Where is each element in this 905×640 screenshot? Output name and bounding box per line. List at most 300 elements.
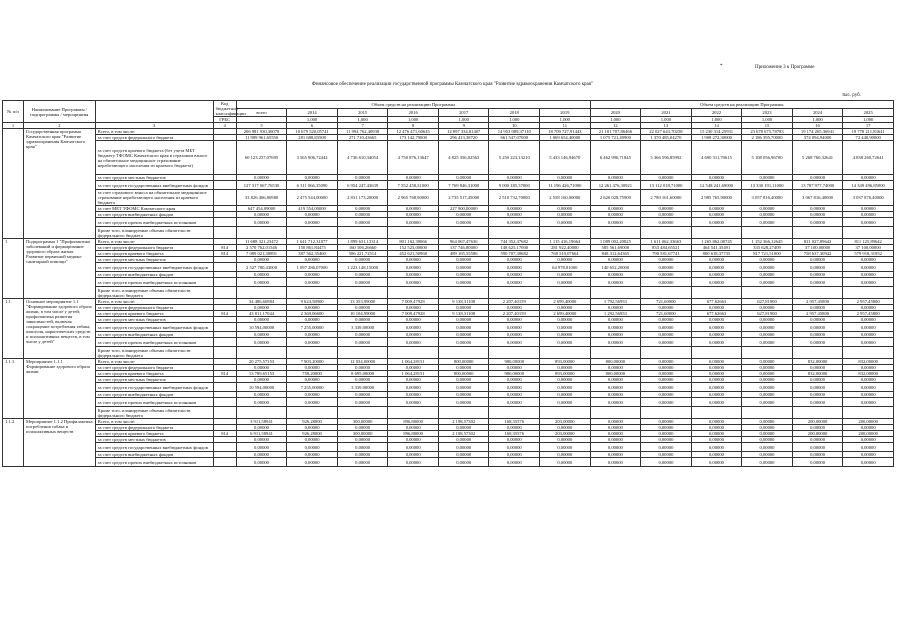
row-year-value: 0,00000 bbox=[843, 206, 894, 212]
row-program-name: Основное мероприятие 1.1 "Формирование здорового образа жизни, в том числе у детей; профилактика развития зависимостей, включая сокращение потребления табака, алкоголя, наркотических средств и психоактивных веществ, в том числе у детей" bbox=[24, 299, 96, 359]
row-year-value: 0,00000 bbox=[489, 392, 540, 398]
row-year-value: 150 861,84475 bbox=[287, 245, 338, 251]
row-year-value: 0,00000 bbox=[843, 212, 894, 218]
row-year-value: 0,00000 bbox=[792, 443, 843, 452]
row-year-value: 0,00000 bbox=[792, 383, 843, 392]
row-year-value: 9 138,31108 bbox=[438, 299, 489, 305]
row-year-value: 0,00000 bbox=[388, 425, 439, 431]
row-year-value: 7 255,00000 bbox=[287, 383, 338, 392]
row-year-value: 768 519,07664 bbox=[540, 251, 591, 257]
row-year-value: 0,00000 bbox=[641, 437, 692, 443]
row-year-value: 0,00000 bbox=[641, 365, 692, 371]
row-year-value: 37 100,00000 bbox=[843, 245, 894, 251]
row-number: 1.1. bbox=[3, 299, 24, 359]
row-year-value: 0,00000 bbox=[792, 365, 843, 371]
row-year-value: 0,00000 bbox=[337, 437, 388, 443]
row-year-value bbox=[540, 287, 591, 299]
row-year-value: 0,00000 bbox=[742, 425, 793, 431]
row-year-value: 0,00000 bbox=[792, 452, 843, 458]
row-year-value: 1 152 366,12645 bbox=[742, 239, 793, 245]
row-year-value: 0,00000 bbox=[792, 392, 843, 398]
row-year-value: 19 174 265,36941 bbox=[792, 129, 843, 135]
row-year-value: 0,00000 bbox=[691, 377, 742, 383]
row-year-value: 0,00000 bbox=[337, 425, 388, 431]
row-total-value: 2 570 762,01546 bbox=[236, 245, 287, 251]
row-total-value: 0,00000 bbox=[236, 175, 287, 181]
row-year-value: 0,00000 bbox=[691, 398, 742, 407]
row-year-value: 0,00000 bbox=[438, 317, 489, 323]
col-year: 2015 bbox=[337, 109, 388, 117]
row-year-value: 721,60000 bbox=[641, 299, 692, 305]
row-year-value: 0,00000 bbox=[590, 206, 641, 212]
row-year-value: 0,00000 bbox=[641, 383, 692, 392]
row-year-value: 452 621,50968 bbox=[388, 251, 439, 257]
row-funding-source: за счет средств краевого бюджета bbox=[95, 371, 213, 377]
row-year-value: 0,00000 bbox=[691, 371, 742, 377]
row-year-value: 0,00000 bbox=[590, 419, 641, 425]
row-year-value: 0,00000 bbox=[540, 206, 591, 212]
table-row bbox=[3, 338, 894, 347]
row-number: 1.1.2. bbox=[3, 419, 24, 467]
row-year-value: 926,28000 bbox=[287, 431, 338, 437]
row-year-value: 0,00000 bbox=[691, 383, 742, 392]
row-year-value: 848 312,64365 bbox=[590, 251, 641, 257]
row-year-value: 3 057 816,40000 bbox=[742, 190, 793, 206]
row-total-value: 0,00000 bbox=[236, 365, 287, 371]
row-total-value: 0,00000 bbox=[236, 305, 287, 311]
row-year-value bbox=[489, 347, 540, 359]
row-year-value: 0,00000 bbox=[438, 365, 489, 371]
row-total-value: 20 275,57153 bbox=[236, 359, 287, 365]
row-year-value: 1 223 148,15000 bbox=[337, 263, 388, 272]
row-year-value: 0,00000 bbox=[388, 392, 439, 398]
row-year-value: 0,00000 bbox=[843, 338, 894, 347]
row-funding-source: за счет средств местных бюджетов bbox=[95, 175, 213, 181]
row-year-value: 0,00000 bbox=[641, 257, 692, 263]
row-year-value: 8 695,00000 bbox=[337, 371, 388, 377]
table-row bbox=[3, 181, 894, 190]
row-year-value: 0,00000 bbox=[792, 323, 843, 332]
row-funding-source: Всего, в том числе: bbox=[95, 299, 213, 305]
row-year-value bbox=[287, 227, 338, 239]
row-funding-source: за счет МБТ ТФОМС Камчатского края bbox=[95, 206, 213, 212]
row-funding-source: Всего, в том числе: bbox=[95, 359, 213, 365]
row-year-value: 0,00000 bbox=[337, 257, 388, 263]
row-year-value: 0,00000 bbox=[792, 317, 843, 323]
row-grbs bbox=[213, 338, 236, 347]
row-year-value bbox=[792, 407, 843, 419]
row-year-value: 10 679 520,05741 bbox=[287, 129, 338, 135]
row-funding-source: за счет средств прочих внебюджетных источников bbox=[95, 458, 213, 467]
row-grbs: 814 bbox=[213, 371, 236, 377]
row-year-value: 0,00000 bbox=[287, 332, 338, 338]
row-year-value: 980,00000 bbox=[489, 359, 540, 365]
row-total-value: 0,00000 bbox=[236, 332, 287, 338]
row-year-value: 1 792,56953 bbox=[590, 299, 641, 305]
row-funding-source: за счет средств местных бюджетов bbox=[95, 377, 213, 383]
row-total-value: 2 527 780,43000 bbox=[236, 263, 287, 272]
row-year-value: 0,00000 bbox=[438, 212, 489, 218]
row-year-value bbox=[590, 347, 641, 359]
row-year-value: 0,00000 bbox=[337, 392, 388, 398]
row-year-value: 0,00000 bbox=[641, 452, 692, 458]
row-year-value bbox=[641, 407, 692, 419]
row-year-value: 627,81900 bbox=[742, 311, 793, 317]
row-year-value: 821 027,89642 bbox=[792, 239, 843, 245]
row-funding-source: за счет страхового взноса на обязательное медицинское страхование неработающего населения из краевого бюджета bbox=[95, 190, 213, 206]
row-year-value: 0,00000 bbox=[691, 305, 742, 311]
row-year-value: 0,00000 bbox=[641, 218, 692, 227]
row-year-value: 0,00000 bbox=[438, 338, 489, 347]
row-year-value: 0,00000 bbox=[540, 443, 591, 452]
row-year-value: 0,00000 bbox=[742, 437, 793, 443]
row-number: 1.1.1. bbox=[3, 359, 24, 419]
row-year-value: 0,00000 bbox=[843, 392, 894, 398]
row-year-value: 0,00000 bbox=[641, 323, 692, 332]
row-year-value: 0,00000 bbox=[843, 305, 894, 311]
row-year-value: 0,00000 bbox=[742, 278, 793, 287]
row-total-value: 647 454,09000 bbox=[236, 206, 287, 212]
row-year-value bbox=[742, 407, 793, 419]
row-year-value bbox=[337, 227, 388, 239]
table-row bbox=[3, 141, 894, 175]
row-total-value: 0,00000 bbox=[236, 377, 287, 383]
row-year-value: 677,62663 bbox=[691, 299, 742, 305]
row-year-value bbox=[489, 287, 540, 299]
row-year-value: 0,00000 bbox=[337, 398, 388, 407]
row-year-value: 0,00000 bbox=[742, 175, 793, 181]
row-year-value: 0,00000 bbox=[337, 452, 388, 458]
table-row bbox=[3, 278, 894, 287]
row-year-value: 0,00000 bbox=[843, 377, 894, 383]
row-year-value bbox=[792, 347, 843, 359]
row-year-value: 0,00000 bbox=[438, 332, 489, 338]
row-funding-source: за счет средств прочих внебюджетных источников bbox=[95, 398, 213, 407]
row-year-value: 800 618,37735 bbox=[691, 251, 742, 257]
row-year-value: 832,00000 bbox=[792, 371, 843, 377]
row-year-value: 0,00000 bbox=[641, 272, 692, 278]
row-year-value: 3 565 906,72442 bbox=[287, 141, 338, 175]
row-year-value: 9 138,31108 bbox=[438, 311, 489, 317]
row-year-value: 0,00000 bbox=[489, 206, 540, 212]
row-year-value: 0,00000 bbox=[590, 443, 641, 452]
row-year-value: 744 352,47682 bbox=[489, 239, 540, 245]
row-year-value: 0,00000 bbox=[691, 452, 742, 458]
row-year-value: 0,00000 bbox=[388, 175, 439, 181]
row-year-value: 832,00000 bbox=[843, 371, 894, 377]
row-year-value: 0,00000 bbox=[691, 458, 742, 467]
row-year-value bbox=[843, 227, 894, 239]
row-total-value: 34 486,60884 bbox=[236, 299, 287, 305]
row-program-name: Государственная программа Камчатского края "Развитие здравоохранения Камчатского края" bbox=[24, 129, 96, 239]
row-year-value: 0,00000 bbox=[438, 377, 489, 383]
row-year-value: 0,00000 bbox=[590, 431, 641, 437]
row-year-value: 0,00000 bbox=[388, 398, 439, 407]
row-year-value: 2 198,57302 bbox=[438, 419, 489, 425]
row-year-value: 896,80000 bbox=[388, 431, 439, 437]
row-year-value: 677,62663 bbox=[691, 311, 742, 317]
row-year-value: 0,00000 bbox=[742, 206, 793, 212]
row-year-value: 0,00000 bbox=[590, 332, 641, 338]
row-year-value: 7 552 458,31000 bbox=[388, 181, 439, 190]
row-year-value: 0,00000 bbox=[540, 398, 591, 407]
row-year-value: 300,00000 bbox=[337, 419, 388, 425]
row-year-value: 0,00000 bbox=[641, 377, 692, 383]
row-year-value: 0,00000 bbox=[742, 323, 793, 332]
col-index: 1 bbox=[3, 123, 24, 129]
row-total-value: 127 317 067,76530 bbox=[236, 181, 287, 190]
row-year-value: 1 075 721,49900 bbox=[590, 135, 641, 141]
row-year-value: 0,00000 bbox=[489, 278, 540, 287]
row-year-value: 7 769 846,31000 bbox=[438, 181, 489, 190]
col-source bbox=[95, 101, 213, 123]
row-year-value bbox=[742, 227, 793, 239]
row-year-value: 3 339,00000 bbox=[337, 383, 388, 392]
row-funding-source: за счет средств внебюджетных фондов bbox=[95, 392, 213, 398]
row-number: 1 bbox=[3, 239, 24, 299]
row-year-value: 0,00000 bbox=[388, 458, 439, 467]
row-year-value: 1 908 272,30000 bbox=[691, 135, 742, 141]
row-year-value: 0,00000 bbox=[691, 323, 742, 332]
row-year-value: 160 106,26660 bbox=[337, 245, 388, 251]
col-name: Наименование Программы / подпрограммы / мероприятия bbox=[24, 101, 96, 123]
row-year-value: 2 957,45800 bbox=[843, 299, 894, 305]
row-year-value: 4 750 876,13647 bbox=[388, 141, 439, 175]
row-year-value: 0,00000 bbox=[792, 305, 843, 311]
row-year-value: 0,00000 bbox=[540, 338, 591, 347]
row-year-value: 0,00000 bbox=[641, 458, 692, 467]
col-year: 2023 bbox=[742, 109, 793, 117]
row-year-value: 2 780 161,60000 bbox=[641, 190, 692, 206]
row-year-value: 0,00000 bbox=[489, 398, 540, 407]
row-year-value: 0,00000 bbox=[792, 332, 843, 338]
row-year-value: 0,00000 bbox=[337, 175, 388, 181]
row-year-value: 0,00000 bbox=[540, 437, 591, 443]
row-year-value: 0,00000 bbox=[388, 212, 439, 218]
row-year-value: 800,00000 bbox=[590, 359, 641, 365]
row-total-value: 13 789,65153 bbox=[236, 371, 287, 377]
row-year-value: 0,00000 bbox=[540, 212, 591, 218]
row-year-value: 0,00000 bbox=[843, 437, 894, 443]
row-year-value: 0,00000 bbox=[792, 458, 843, 467]
row-funding-source: за счет средств прочих внебюджетных источников bbox=[95, 218, 213, 227]
row-funding-source: за счет средств прочих внебюджетных источников bbox=[95, 278, 213, 287]
row-year-value bbox=[388, 347, 439, 359]
row-year-value: 7 255,00000 bbox=[287, 323, 338, 332]
row-year-value: 790 581,67741 bbox=[641, 251, 692, 257]
row-total-value: 11 688 321,23472 bbox=[236, 239, 287, 245]
row-year-value: 0,00000 bbox=[438, 383, 489, 392]
row-year-value: 0,00000 bbox=[590, 452, 641, 458]
row-year-value bbox=[843, 347, 894, 359]
row-year-value: 227 900,00000 bbox=[438, 206, 489, 212]
row-year-value: 0,00000 bbox=[489, 263, 540, 272]
row-year-value: 0,00000 bbox=[742, 272, 793, 278]
row-total-value: 11 989 961,65550 bbox=[236, 135, 287, 141]
row-grbs: 814 bbox=[213, 245, 236, 251]
row-funding-source: за счет средств внебюджетных фондов bbox=[95, 332, 213, 338]
col-year: 2018 bbox=[489, 109, 540, 117]
row-year-value: 0,00000 bbox=[742, 359, 793, 365]
row-year-value: 0,00000 bbox=[287, 272, 338, 278]
row-funding-source: за счет средств краевого бюджета bbox=[95, 251, 213, 257]
row-year-value: 0,00000 bbox=[438, 263, 489, 272]
row-year-value: 811 125,89642 bbox=[843, 239, 894, 245]
row-year-value: 10 104,99000 bbox=[337, 311, 388, 317]
row-funding-source: за счет средств государственных внебюджетных фондов bbox=[95, 263, 213, 272]
row-year-value: 0,00000 bbox=[388, 437, 439, 443]
row-year-value: 6 311 066,35090 bbox=[287, 181, 338, 190]
row-year-value: 0,00000 bbox=[742, 443, 793, 452]
col-year-factor: 1,000 bbox=[641, 117, 692, 123]
row-grbs bbox=[213, 407, 236, 419]
table-row bbox=[3, 323, 894, 332]
row-year-value: 14 349 496,85000 bbox=[843, 181, 894, 190]
col-year-factor: 1,000 bbox=[337, 117, 388, 123]
col-index: 12 bbox=[590, 123, 641, 129]
row-year-value: 0,00000 bbox=[590, 323, 641, 332]
row-total-value: 60 123 257,07695 bbox=[236, 141, 287, 175]
col-year-factor: 1,000 bbox=[843, 117, 894, 123]
row-year-value: 271 710,43665 bbox=[337, 135, 388, 141]
row-year-value: 0,00000 bbox=[489, 365, 540, 371]
row-year-value bbox=[691, 407, 742, 419]
row-year-value: 721,60000 bbox=[641, 311, 692, 317]
row-year-value: 0,00000 bbox=[540, 365, 591, 371]
row-year-value: 1 899 631,13314 bbox=[337, 239, 388, 245]
row-year-value: 0,00000 bbox=[287, 443, 338, 452]
row-year-value: 3 339,00000 bbox=[337, 323, 388, 332]
col-year: 2017 bbox=[438, 109, 489, 117]
row-year-value bbox=[287, 287, 338, 299]
row-year-value: 0,00000 bbox=[843, 443, 894, 452]
col-index: 7 bbox=[337, 123, 388, 129]
row-year-value: 7 009,47928 bbox=[388, 299, 439, 305]
row-year-value: 0,00000 bbox=[742, 452, 793, 458]
row-year-value: 0,00000 bbox=[590, 398, 641, 407]
row-year-value: 0,00000 bbox=[641, 175, 692, 181]
row-year-value: 0,00000 bbox=[287, 365, 338, 371]
row-year-value: 0,00000 bbox=[590, 317, 641, 323]
row-year-value: 6 954 247,43639 bbox=[337, 181, 388, 190]
col-year-factor: 1,000 bbox=[590, 117, 641, 123]
row-year-value: 0,00000 bbox=[287, 175, 338, 181]
row-year-value: 0,00000 bbox=[792, 338, 843, 347]
row-grbs bbox=[213, 443, 236, 452]
row-year-value: 419 554,00000 bbox=[287, 206, 338, 212]
row-year-value: 0,00000 bbox=[489, 377, 540, 383]
row-year-value: 0,00000 bbox=[641, 212, 692, 218]
row-year-value: 168,35576 bbox=[489, 419, 540, 425]
row-year-value: 0,00000 bbox=[489, 305, 540, 311]
row-year-value: 7 009,47928 bbox=[388, 311, 439, 317]
row-year-value: 590 707,30682 bbox=[489, 251, 540, 257]
row-year-value bbox=[489, 407, 540, 419]
row-year-value: 13 330 191,11000 bbox=[742, 181, 793, 190]
row-year-value: 12 548 241,69000 bbox=[691, 181, 742, 190]
row-grbs bbox=[213, 181, 236, 190]
col-year-factor: 1,000 bbox=[691, 117, 742, 123]
row-year-value: 0,00000 bbox=[388, 278, 439, 287]
table-row bbox=[3, 383, 894, 392]
row-year-value: 2 207,40159 bbox=[489, 311, 540, 317]
row-year-value: 0,00000 bbox=[742, 419, 793, 425]
col-index: 3 bbox=[95, 123, 213, 129]
row-year-value: 0,00000 bbox=[590, 392, 641, 398]
row-year-value: 281 688,83508 bbox=[287, 135, 338, 141]
row-year-value bbox=[438, 287, 489, 299]
row-total-value: 0,00000 bbox=[236, 257, 287, 263]
row-year-value: 0,00000 bbox=[540, 278, 591, 287]
row-year-value: 0,00000 bbox=[438, 458, 489, 467]
row-year-value: 585 561,69000 bbox=[590, 245, 641, 251]
row-year-value: 800,00000 bbox=[438, 359, 489, 365]
row-year-value: 0,00000 bbox=[590, 377, 641, 383]
row-year-value: 0,00000 bbox=[843, 332, 894, 338]
row-year-value: 0,00000 bbox=[489, 437, 540, 443]
col-year-factor: 1,000 bbox=[388, 117, 439, 123]
row-year-value: 0,00000 bbox=[287, 398, 338, 407]
table-row bbox=[3, 190, 894, 206]
row-year-value: 1 292,56953 bbox=[590, 311, 641, 317]
row-year-value: 0,00000 bbox=[438, 305, 489, 311]
row-year-value: 0,00000 bbox=[590, 257, 641, 263]
row-year-value: 0,00000 bbox=[388, 272, 439, 278]
row-year-value: 0,00000 bbox=[742, 338, 793, 347]
table-row bbox=[3, 458, 894, 467]
row-year-value: 0,00000 bbox=[843, 263, 894, 272]
col-index: 11 bbox=[540, 123, 591, 129]
row-year-value: 0,00000 bbox=[691, 431, 742, 437]
row-year-value: 11 196 426,71000 bbox=[540, 181, 591, 190]
row-year-value: 0,00000 bbox=[438, 392, 489, 398]
row-total-value: 10 594,00000 bbox=[236, 383, 287, 392]
col-index: 16 bbox=[792, 123, 843, 129]
row-year-value: 0,00000 bbox=[843, 452, 894, 458]
row-year-value: 0,00000 bbox=[792, 175, 843, 181]
row-funding-source: за счет средств государственных внебюджетных фондов bbox=[95, 383, 213, 392]
row-year-value: 0,00000 bbox=[388, 317, 439, 323]
row-year-value: 0,00000 bbox=[792, 377, 843, 383]
row-year-value: 0,00000 bbox=[590, 218, 641, 227]
col-index: 6 bbox=[287, 123, 338, 129]
row-year-value: 0,00000 bbox=[691, 338, 742, 347]
row-year-value bbox=[540, 407, 591, 419]
row-year-value: 0,00000 bbox=[590, 272, 641, 278]
row-year-value: 0,00000 bbox=[590, 305, 641, 311]
row-year-value: 0,00000 bbox=[489, 317, 540, 323]
row-year-value bbox=[590, 227, 641, 239]
row-year-value: 489 165,55586 bbox=[438, 251, 489, 257]
row-year-value: 300,00000 bbox=[337, 431, 388, 437]
row-year-value: 0,00000 bbox=[843, 425, 894, 431]
row-year-value: 0,00000 bbox=[590, 175, 641, 181]
row-year-value: 1 370 485,04270 bbox=[641, 135, 692, 141]
row-year-value: 200,00000 bbox=[792, 419, 843, 425]
row-year-value: 0,00000 bbox=[337, 212, 388, 218]
col-index: 15 bbox=[742, 123, 793, 129]
row-year-value: 0,00000 bbox=[287, 212, 338, 218]
row-year-value: 0,00000 bbox=[691, 419, 742, 425]
row-year-value: 0,00000 bbox=[438, 452, 489, 458]
col-year-factor: 1,000 bbox=[540, 117, 591, 123]
row-year-value: 1 064,28151 bbox=[388, 359, 439, 365]
row-grbs bbox=[213, 398, 236, 407]
row-funding-source: за счет средств местных бюджетов bbox=[95, 317, 213, 323]
row-year-value bbox=[843, 407, 894, 419]
row-funding-source: за счет средств федерального бюджета bbox=[95, 245, 213, 251]
row-year-value: 0,00000 bbox=[691, 218, 742, 227]
